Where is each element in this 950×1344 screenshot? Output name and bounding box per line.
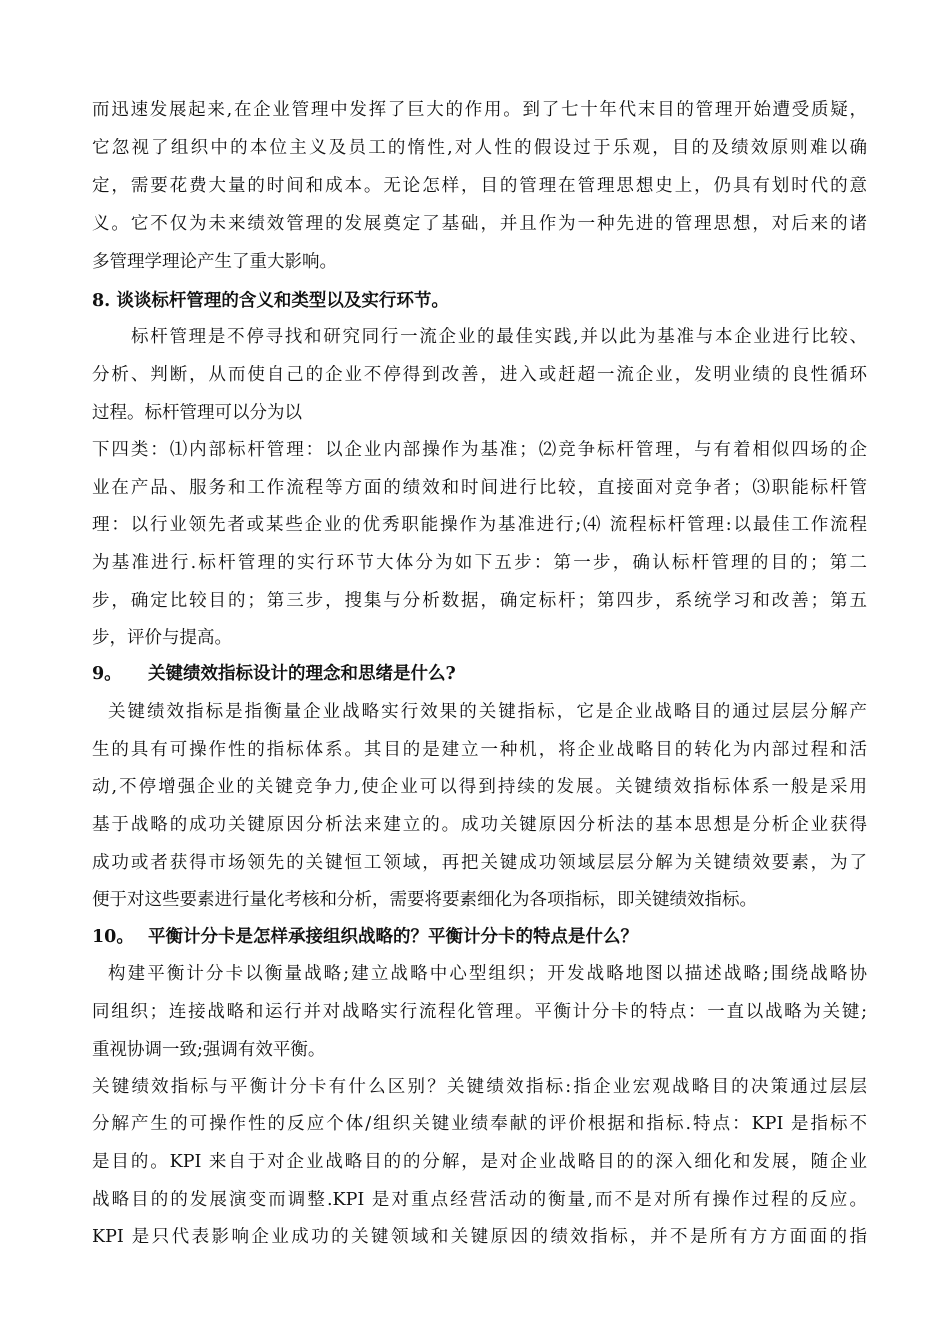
paragraph-line: 重视协调一致;强调有效平衡。 (92, 1040, 326, 1060)
paragraph-line: KPI 是只代表影响企业成功的关键领域和关键原因的绩效指标，并不是所有方方面面的指 (92, 1227, 867, 1247)
paragraph-line: 业在产品、服务和工作流程等方面的绩效和时间进行比较，直接面对竞争者；⑶职能标杆管 (92, 478, 867, 498)
paragraph-line: 定，需要花费大量的时间和成本。无论怎样，目的管理在管理思想史上，仍具有划时代的意 (92, 176, 867, 196)
paragraph-line: 过程。标杆管理可以分为以 (92, 403, 302, 423)
paragraph-line: 成功或者获得市场领先的关键恒工领域，再把关键成功领域层层分解为关键绩效要素，为了 (92, 853, 867, 873)
paragraph-line: 步，评价与提高。 (92, 628, 232, 648)
paragraph-line: 分析、判断，从而使自己的企业不停得到改善，进入或赶超一流企业，发明业绩的良性循环 (92, 365, 867, 385)
paragraph-line: 理：以行业领先者或某些企业的优秀职能操作为基准进行;⑷ 流程标杆管理:以最佳工作流程 (92, 515, 867, 535)
paragraph-line: 是目的。KPI 来自于对企业战略目的的分解，是对企业战略目的的深入细化和发展，随企业 (92, 1152, 867, 1172)
heading-number: 10。 (92, 927, 134, 947)
paragraph-line: 动,不停增强企业的关键竞争力,使企业可以得到持续的发展。关键绩效指标体系一般是采用 (92, 777, 867, 797)
paragraph-line: 生的具有可操作性的指标体系。其目的是建立一种机，将企业战略目的转化为内部过程和活 (92, 740, 867, 760)
heading-number: 9。 (92, 664, 122, 684)
heading-text: 平衡计分卡是怎样承接组织战略的？平衡计分卡的特点是什么？ (148, 927, 638, 947)
paragraph-line: 它忽视了组织中的本位主义及员工的惰性,对人性的假设过于乐观，目的及绩效原则难以确 (92, 138, 867, 158)
paragraph-line: 而迅速发展起来,在企业管理中发挥了巨大的作用。到了七十年代末目的管理开始遭受质疑， (92, 100, 867, 120)
paragraph-line: 构建平衡计分卡以衡量战略;建立战略中心型组织；开发战略地图以描述战略;围绕战略协 (108, 964, 867, 984)
heading-text: 关键绩效指标设计的理念和思绪是什么? (148, 664, 456, 684)
paragraph-line: 义。它不仅为未来绩效管理的发展奠定了基础，并且作为一种先进的管理思想，对后来的诸 (92, 214, 867, 234)
paragraph-line: 标杆管理是不停寻找和研究同行一流企业的最佳实践,并以此为基准与本企业进行比较、 (131, 327, 867, 347)
section-heading (92, 662, 867, 686)
section-heading: 8. 谈谈标杆管理的含义和类型以及实行环节。 (92, 291, 449, 311)
paragraph-line: 步，确定比较目的；第三步，搜集与分析数据，确定标杆；第四步，系统学习和改善；第五 (92, 591, 867, 611)
paragraph-line: 便于对这些要素进行量化考核和分析，需要将要素细化为各项指标，即关键绩效指标。 (92, 890, 757, 910)
paragraph-line: 分解产生的可操作性的反应个体/组织关键业绩奉献的评价根据和指标.特点：KPI 是指标不 (92, 1114, 867, 1134)
paragraph-line: 下四类：⑴内部标杆管理：以企业内部操作为基准；⑵竞争标杆管理，与有着相似四场的企 (92, 440, 867, 460)
paragraph-line: 基于战略的成功关键原因分析法来建立的。成功关键原因分析法的基本思想是分析企业获得 (92, 815, 867, 835)
paragraph-line: 同组织；连接战略和运行并对战略实行流程化管理。平衡计分卡的特点：一直以战略为关键; (92, 1002, 867, 1022)
paragraph-line: 多管理学理论产生了重大影响。 (92, 252, 337, 272)
paragraph-line: 关键绩效指标是指衡量企业战略实行效果的关键指标，它是企业战略目的通过层层分解产 (108, 702, 867, 722)
paragraph-line: 战略目的的发展演变而调整.KPI 是对重点经营活动的衡量,而不是对所有操作过程的反应。 (92, 1190, 867, 1210)
paragraph-line: 为基准进行.标杆管理的实行环节大体分为如下五步：第一步，确认标杆管理的目的；第二 (92, 553, 867, 573)
section-heading (92, 925, 867, 949)
paragraph-line: 关键绩效指标与平衡计分卡有什么区别？关键绩效指标:指企业宏观战略目的决策通过层层 (92, 1077, 867, 1097)
